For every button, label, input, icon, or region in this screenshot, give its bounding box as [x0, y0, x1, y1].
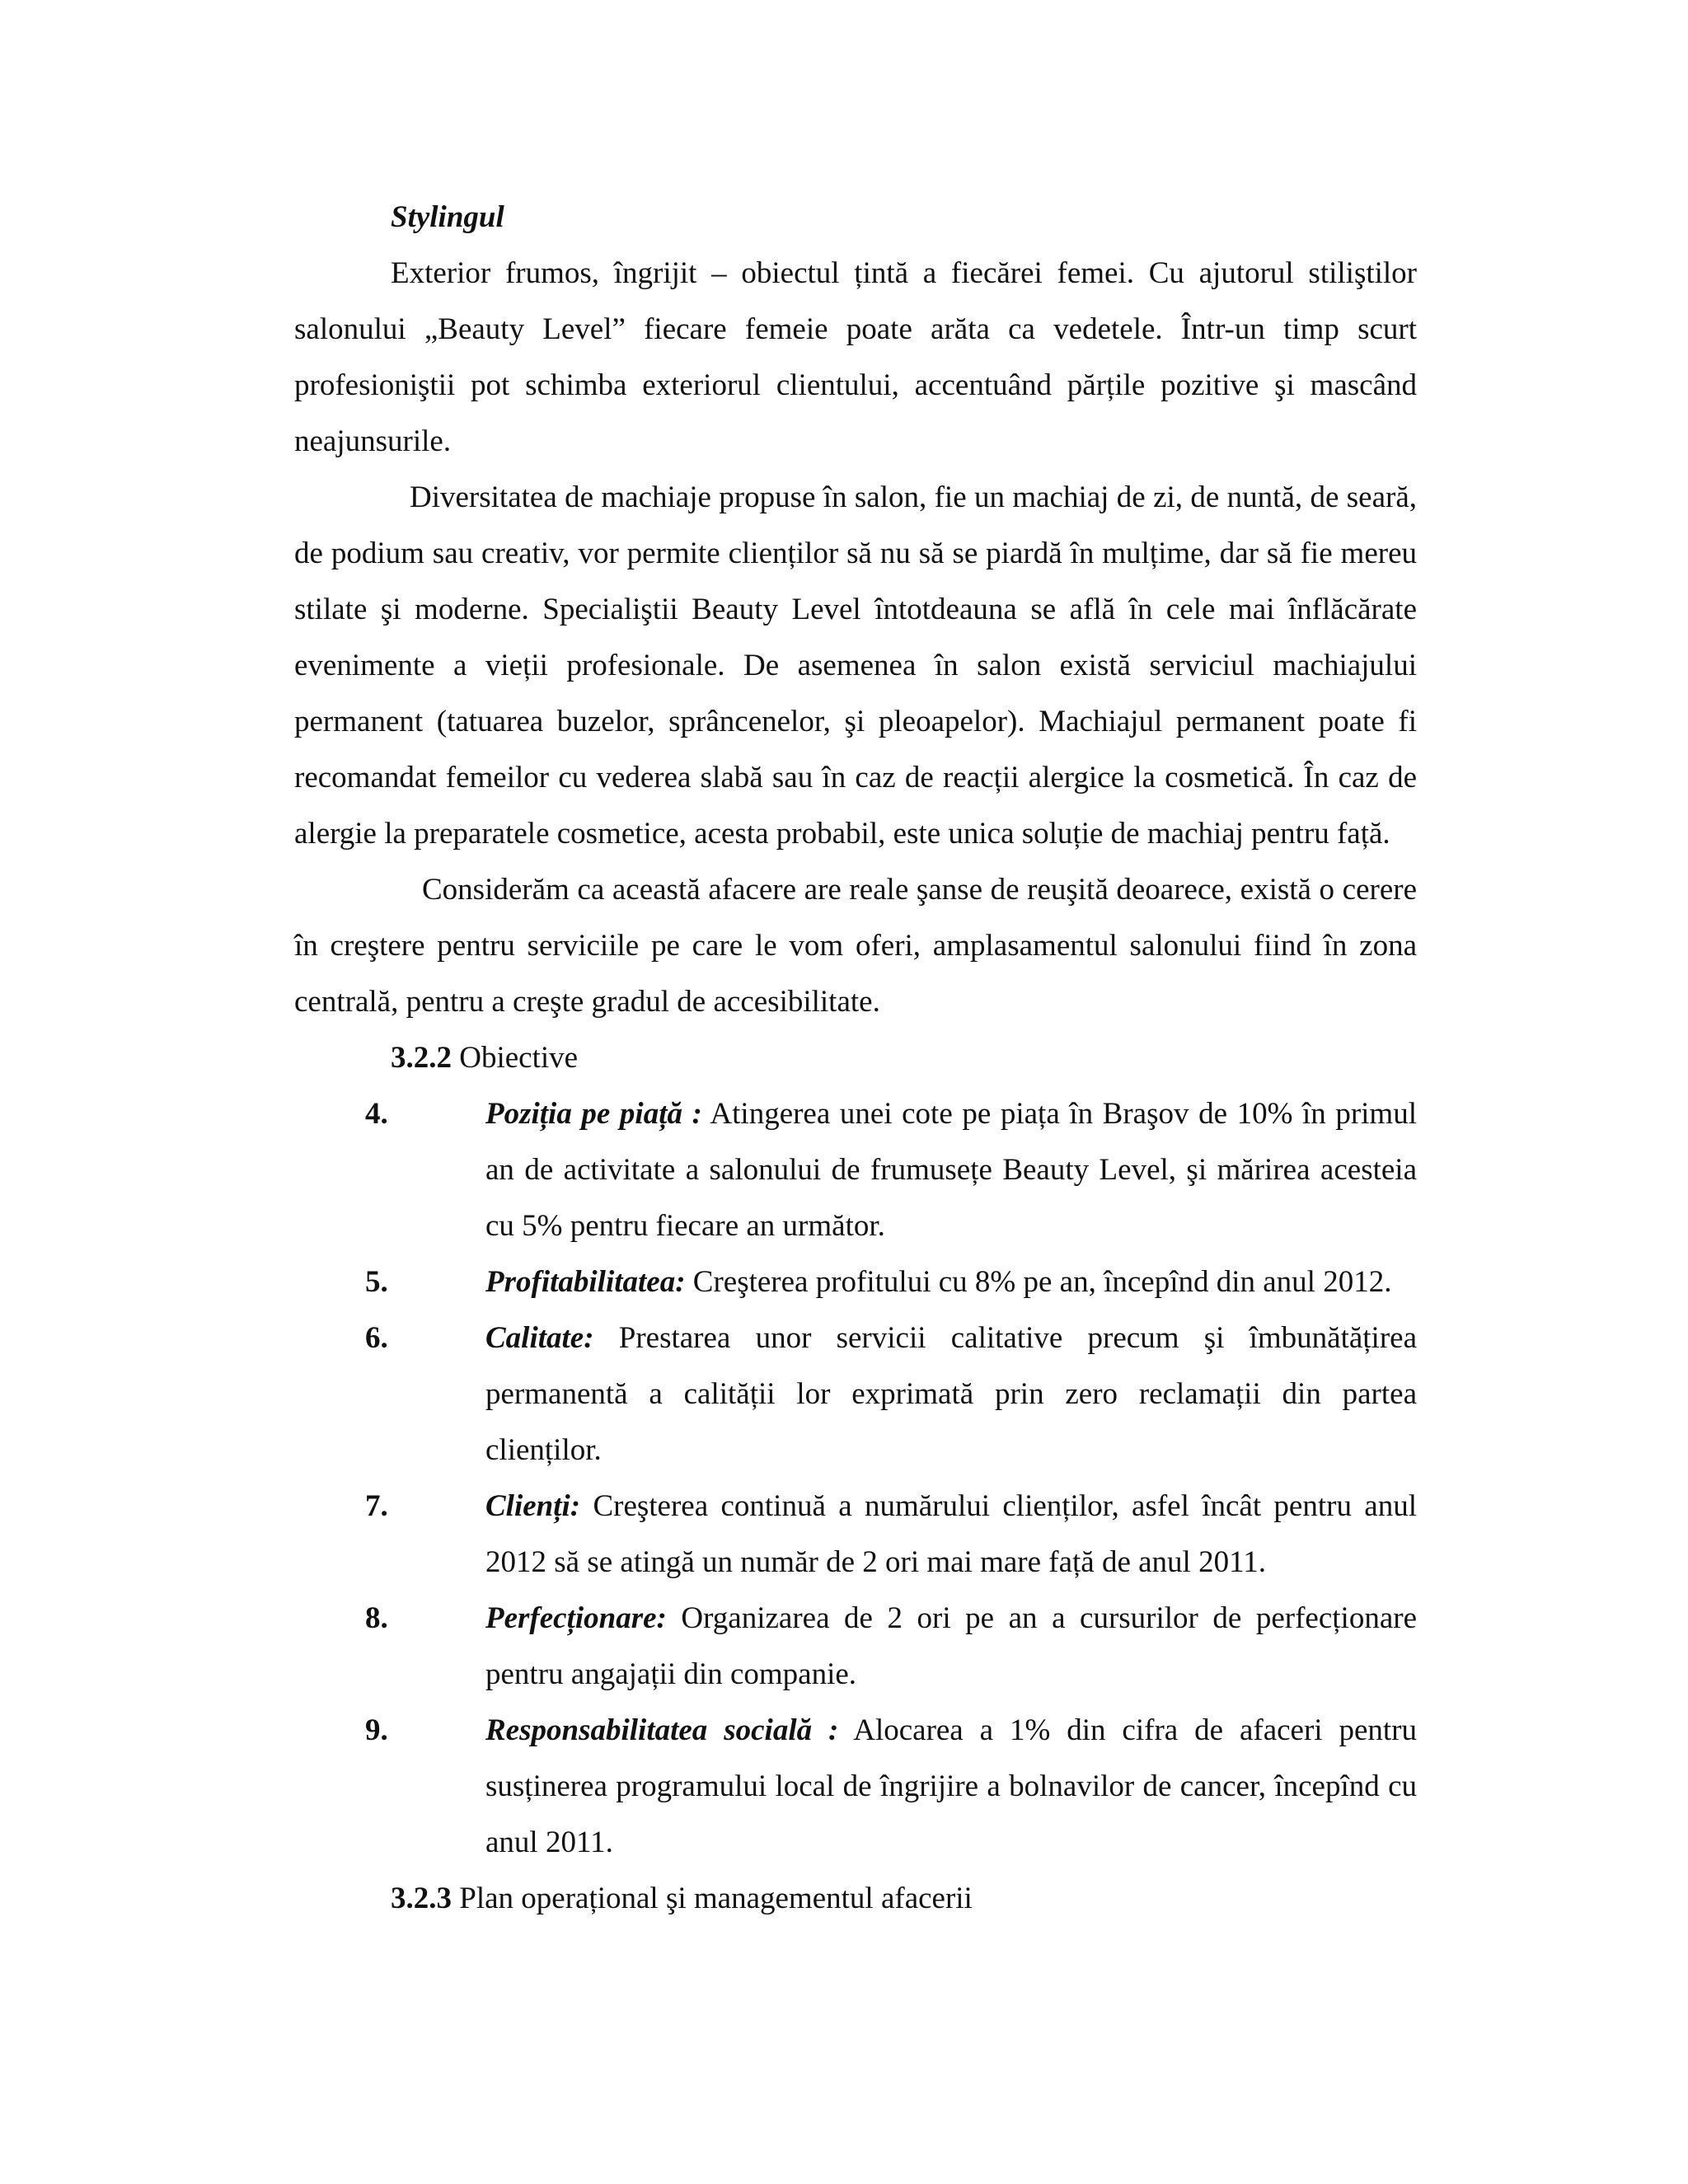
list-item-text: Atingerea unei cote pe piața în Braşov de 10% în primul an de activitate a salonului de frumusețe Beauty Level, şi mărirea acesteia cu 5% pentru fiecare an următor. [485, 1097, 1417, 1243]
list-item [294, 1479, 1417, 1591]
heading-styling: Stylingul [391, 200, 504, 234]
list-item [294, 1310, 1417, 1479]
list-item [294, 1703, 1417, 1871]
section-title: Obiective [452, 1041, 579, 1075]
list-item-number: 4. [365, 1097, 388, 1131]
list-item-text: Creşterea profitului cu 8% pe an, începînd din anul 2012. [685, 1265, 1392, 1299]
page-content [294, 190, 1417, 1927]
list-item-text: Creşterea continuă a numărului clienților, asfel încât pentru anul 2012 să se atingă un număr de 2 ori mai mare față de anul 2011. [485, 1489, 1417, 1579]
list-item-number: 6. [365, 1321, 388, 1355]
paragraph-exterior: Exterior frumos, îngrijit – obiectul țintă a fiecărei femei. Cu ajutorul stiliştilor salonului „Beauty Level” fiecare femeie poate arăta ca vedetele. Într-un timp scurt profesioniştii pot schimba exteriorul clientului, accentuând părțile pozitive şi mascând neajunsurile. [294, 256, 1417, 458]
list-item-text: Prestarea unor servicii calitative precum şi îmbunătățirea permanentă a calității lor exprimată prin zero reclamații din partea clienților. [485, 1321, 1417, 1467]
paragraph-diversitatea: Diversitatea de machiaje propuse în salon, fie un machiaj de zi, de nuntă, de seară, de podium sau creativ, vor permite clienților să nu să se piardă în mulțime, dar să fie mereu stilate şi moderne. Specialiştii Beauty Level întotdeauna se află în cele mai înflăcărate evenimente a vieții profesionale. De asemenea în salon există serviciul machiajului permanent (tatuarea buzelor, sprâncenelor, şi pleoapelor). Machiajul permanent poate fi recomandat femeilor cu vederea slabă sau în caz de reacții alergice la cosmetică. În caz de alergie la preparatele cosmetice, acesta probabil, este unica soluție de machiaj pentru față. [294, 480, 1417, 851]
list-item-term: Perfecționare: [485, 1601, 667, 1635]
list-item-number: 5. [365, 1265, 388, 1299]
section-number: 3.2.3 [391, 1882, 452, 1915]
paragraph-consideram: Considerăm ca această afacere are reale şanse de reuşită deoarece, există o cerere în creştere pentru serviciile pe care le vom oferi, amplasamentul salonului fiind în zona centrală, pentru a creşte gradul de accesibilitate. [294, 873, 1417, 1019]
list-item-number: 7. [365, 1489, 388, 1523]
list-item [294, 1086, 1417, 1254]
list-item-term: Profitabilitatea: [485, 1265, 686, 1299]
list-item-term: Calitate: [485, 1321, 594, 1355]
section-title: Plan operațional şi managementul afacerii [452, 1882, 973, 1915]
list-item-term: Poziția pe piață : [485, 1097, 702, 1131]
section-number: 3.2.2 [391, 1041, 452, 1075]
list-item-text: Alocarea a 1% din cifra de afaceri pentru susținerea programului local de îngrijire a bolnavilor de cancer, începînd cu anul 2011. [485, 1713, 1417, 1859]
list-item [294, 1254, 1417, 1310]
list-item [294, 1591, 1417, 1703]
list-item-term: Clienți: [485, 1489, 581, 1523]
list-item-number: 9. [365, 1713, 388, 1747]
list-item-term: Responsabilitatea socială : [485, 1713, 839, 1747]
list-item-number: 8. [365, 1601, 388, 1635]
list-item-text: Organizarea de 2 ori pe an a cursurilor de perfecționare pentru angajații din companie. [485, 1601, 1417, 1691]
section-heading-322 [391, 1030, 1417, 1086]
section-heading-323 [391, 1871, 1417, 1927]
objectives-list [294, 1086, 1417, 1871]
